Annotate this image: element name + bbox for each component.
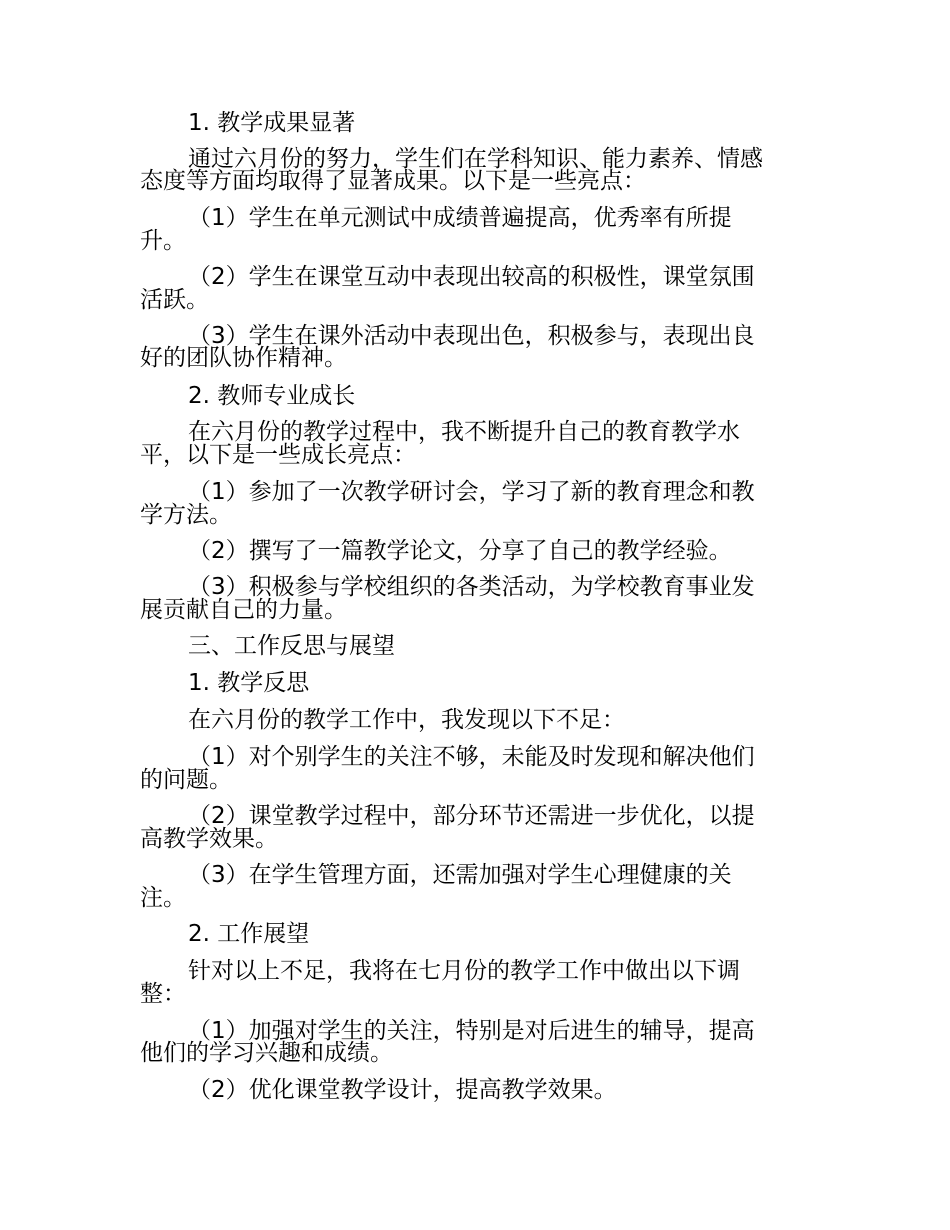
list-item-line: （1）参加了一次教学研讨会，学习了新的教育理念和教 — [188, 479, 755, 505]
list-item-line: 注。 — [140, 885, 186, 911]
list-item-line: 升。 — [140, 228, 186, 254]
paragraph-line: 整： — [140, 981, 186, 1007]
list-item-line: 的问题。 — [140, 767, 232, 793]
section-heading-teaching-results: 1. 教学成果显著 — [188, 110, 356, 136]
list-item-line: 展贡献自己的力量。 — [140, 597, 347, 623]
section-heading-reflection-outlook: 三、工作反思与展望 — [188, 633, 395, 659]
list-item-line: （2）课堂教学过程中，部分环节还需进一步优化，以提 — [188, 803, 755, 829]
paragraph-line: 平，以下是一些成长亮点： — [140, 442, 416, 468]
list-item-line: （1）对个别学生的关注不够，未能及时发现和解决他们 — [188, 744, 755, 770]
list-item-line: （3）学生在课外活动中表现出色，积极参与，表现出良 — [188, 323, 755, 349]
list-item-line: （1）学生在单元测试中成绩普遍提高，优秀率有所提 — [188, 205, 732, 231]
list-item-line: 他们的学习兴趣和成绩。 — [140, 1040, 393, 1066]
list-item-line: 好的团队协作精神。 — [140, 345, 347, 371]
paragraph-line: 在六月份的教学过程中，我不断提升自己的教育教学水 — [188, 419, 740, 445]
list-item-line: （1）加强对学生的关注，特别是对后进生的辅导，提高 — [188, 1018, 755, 1044]
list-item-line: （2）撰写了一篇教学论文，分享了自己的教学经验。 — [188, 538, 732, 564]
list-item-line: （2）优化课堂教学设计，提高教学效果。 — [188, 1077, 617, 1103]
section-heading-teaching-reflection: 1. 教学反思 — [188, 670, 310, 696]
paragraph-line: 态度等方面均取得了显著成果。以下是一些亮点： — [140, 168, 646, 194]
paragraph-line: 针对以上不足，我将在七月份的教学工作中做出以下调 — [188, 958, 740, 984]
paragraph-line: 通过六月份的努力，学生们在学科知识、能力素养、情感 — [188, 146, 763, 172]
section-heading-teacher-growth: 2. 教师专业成长 — [188, 383, 356, 409]
list-item-line: 学方法。 — [140, 502, 232, 528]
list-item-line: 高教学效果。 — [140, 826, 278, 852]
list-item-line: 活跃。 — [140, 287, 209, 313]
list-item-line: （3）积极参与学校组织的各类活动，为学校教育事业发 — [188, 574, 755, 600]
list-item-line: （2）学生在课堂互动中表现出较高的积极性，课堂氛围 — [188, 264, 755, 290]
section-heading-work-outlook: 2. 工作展望 — [188, 921, 310, 947]
list-item-line: （3）在学生管理方面，还需加强对学生心理健康的关 — [188, 862, 732, 888]
paragraph-line: 在六月份的教学工作中，我发现以下不足： — [188, 707, 625, 733]
